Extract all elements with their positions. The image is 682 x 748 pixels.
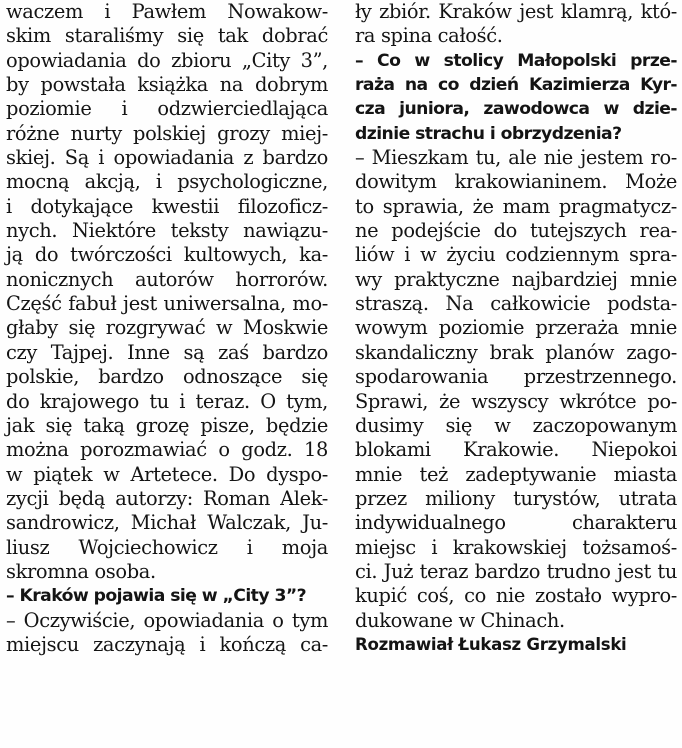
body-text-line: by powstała książka na dobrym bbox=[6, 73, 328, 97]
body-text-line: spodarowania przestrzennego. bbox=[355, 365, 677, 389]
body-text-line: głaby się rozgrywać w Moskwie bbox=[6, 316, 328, 340]
body-text-line: dowitym krakowianinem. Może bbox=[355, 170, 677, 194]
interview-question-line: raża na co dzień Kazimierza Kyr- bbox=[355, 75, 677, 96]
body-text-line: waczem i Pawłem Nowakow- bbox=[6, 0, 328, 23]
body-text-line: mnie też zadeptywanie miasta bbox=[355, 462, 677, 486]
body-text-line: czy Tajpej. Inne są zaś bardzo bbox=[6, 340, 328, 364]
body-text-line: indywidualnego charakteru bbox=[355, 511, 677, 535]
body-text-line: ra spina całość. bbox=[355, 24, 503, 48]
body-text-line: ci. Już teraz bardzo trudno jest tu bbox=[355, 559, 677, 583]
interview-question-line: cza juniora, zawodowca w dzie- bbox=[355, 99, 677, 120]
body-text-line: w piątek w Artetece. Do dyspo- bbox=[6, 462, 328, 486]
body-text-line: nych. Niektóre teksty nawiązu- bbox=[6, 219, 328, 243]
body-text-line: to sprawia, że mam pragmatycz- bbox=[355, 194, 677, 218]
body-text-line: mocną akcją, i psychologiczne, bbox=[6, 170, 328, 194]
body-text-line: zycji będą autorzy: Roman Alek- bbox=[6, 486, 328, 510]
body-text-line: i dotykające kwestii filozoficz- bbox=[6, 194, 328, 218]
author-signature: Rozmawiał Łukasz Grzymalski bbox=[355, 634, 627, 654]
body-text-line: – Mieszkam tu, ale nie jestem ro- bbox=[355, 146, 677, 170]
body-text-line: polskie, bardzo odnoszące się bbox=[6, 365, 328, 389]
body-text-line: poziomie i odzwierciedlająca bbox=[6, 97, 328, 121]
body-text-line: do krajowego tu i teraz. O tym, bbox=[6, 389, 328, 413]
body-text-line: liów i w życiu codziennym spra- bbox=[355, 243, 677, 267]
body-text-line: skim staraliśmy się tak dobrać bbox=[6, 24, 328, 48]
body-text-line: ją do twórczości kultowych, ka- bbox=[6, 243, 328, 267]
body-text-line: wowym poziomie przeraża mnie bbox=[355, 316, 677, 340]
body-text-line: jak się taką grozę pisze, będzie bbox=[6, 413, 328, 437]
body-text-line: Część fabuł jest uniwersalna, mo- bbox=[6, 292, 328, 316]
body-text-line: sandrowicz, Michał Walczak, Ju- bbox=[6, 511, 328, 535]
body-text-line: kupić coś, co nie zostało wypro- bbox=[355, 584, 677, 608]
interview-question-line: – Kraków pojawia się w „City 3”? bbox=[6, 586, 307, 607]
article-column-left bbox=[6, 0, 328, 657]
body-text-line: – Oczywiście, opowiadania o tym bbox=[6, 608, 328, 632]
body-text-line: liusz Wojciechowicz i moja bbox=[6, 535, 328, 559]
interview-question-line: – Co w stolicy Małopolski prze- bbox=[355, 50, 677, 71]
body-text-line: ne podejście do tutejszych rea- bbox=[355, 219, 677, 243]
body-text-line: różne nurty polskiej grozy miej- bbox=[6, 121, 328, 145]
body-text-line: dukowane w Chinach. bbox=[355, 608, 565, 632]
body-text-line: ły zbiór. Kraków jest klamrą, któ- bbox=[355, 0, 677, 23]
body-text-line: przez miliony turystów, utrata bbox=[355, 486, 677, 510]
body-text-line: skiej. Są i opowiadania z bardzo bbox=[6, 146, 328, 170]
body-text-line: blokami Krakowie. Niepokoi bbox=[355, 438, 677, 462]
body-text-line: nonicznych autorów horrorów. bbox=[6, 267, 328, 291]
body-text-line: dusimy się w zaczopowanym bbox=[355, 413, 677, 437]
column-gutter bbox=[341, 0, 342, 748]
body-text-line: można porozmawiać o godz. 18 bbox=[6, 438, 328, 462]
body-text-line: wy praktyczne najbardziej mnie bbox=[355, 267, 677, 291]
body-text-line: skandaliczny brak planów zago- bbox=[355, 340, 677, 364]
body-text-line: straszą. Na całkowicie podsta- bbox=[355, 292, 677, 316]
interview-question-line: dzinie strachu i obrzydzenia? bbox=[355, 123, 622, 144]
body-text-line: opowiadania do zbioru „City 3”, bbox=[6, 48, 328, 72]
body-text-line: miejsc i krakowskiej tożsamoś- bbox=[355, 535, 677, 559]
body-text-line: skromna osoba. bbox=[6, 559, 156, 583]
article-column-right bbox=[355, 0, 677, 657]
body-text-line: miejscu zaczynają i kończą ca- bbox=[6, 632, 328, 656]
body-text-line: Sprawi, że wszyscy wkrótce po- bbox=[355, 389, 677, 413]
